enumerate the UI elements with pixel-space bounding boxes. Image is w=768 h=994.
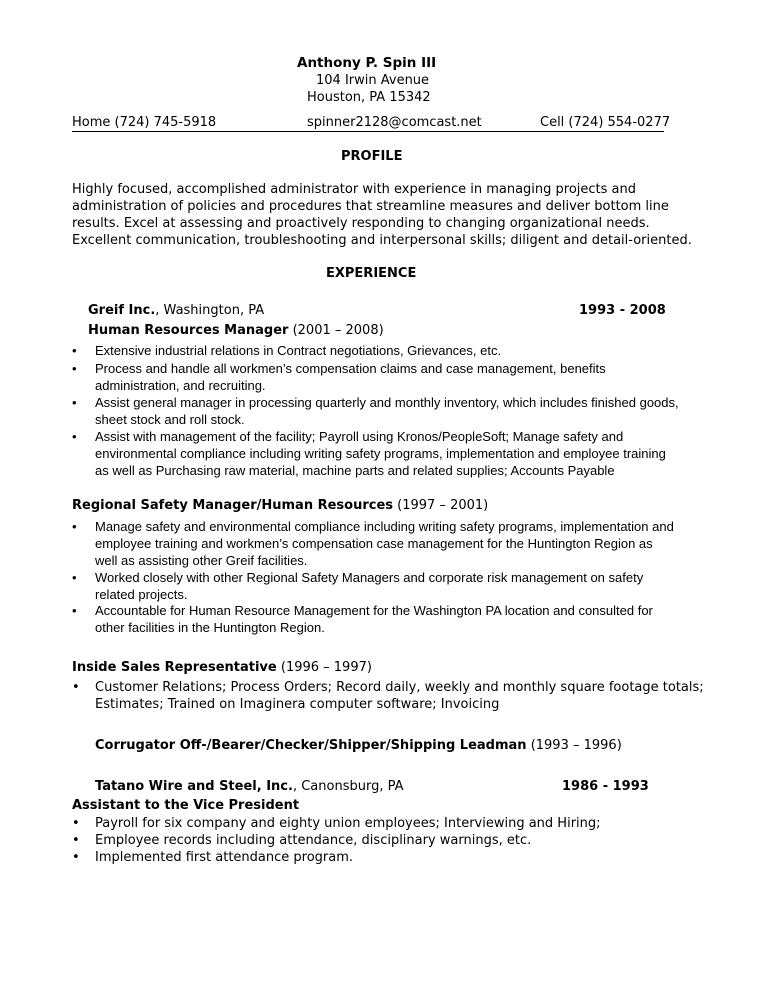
job-title-corrugator xyxy=(95,738,622,753)
job-dates: (1993 – 1996) xyxy=(526,738,622,753)
job-title: Regional Safety Manager/Human Resources xyxy=(72,498,394,513)
profile-line: Excellent communication, troubleshooting and interpersonal skills; diligent and detail-oriented. xyxy=(72,233,692,248)
employment-years: 1986 - 1993 xyxy=(562,779,649,794)
list-item-continuation: environmental compliance including writing safety programs, implementation and employee training xyxy=(95,446,666,461)
bullet-marker: • xyxy=(72,680,80,695)
bullet-marker: • xyxy=(72,361,77,376)
bullet-marker: • xyxy=(72,850,80,865)
employer-greif xyxy=(88,303,264,318)
email-address: spinner2128@comcast.net xyxy=(307,115,482,130)
company-location: , Canonsburg, PA xyxy=(292,779,404,794)
job-title-assistant-vp: Assistant to the Vice President xyxy=(72,798,300,813)
address-line-2: Houston, PA 15342 xyxy=(307,90,431,105)
bullet-marker: • xyxy=(72,816,80,831)
list-item: Accountable for Human Resource Management for the Washington PA location and consulted for xyxy=(95,603,653,618)
job-dates: (2001 – 2008) xyxy=(288,323,384,338)
list-item-continuation: employee training and workmen’s compensation case management for the Huntington Region as xyxy=(95,536,653,551)
list-item-continuation: Estimates; Trained on Imaginera computer software; Invoicing xyxy=(95,697,500,712)
job-title: Human Resources Manager xyxy=(88,323,289,338)
cell-phone: Cell (724) 554-0277 xyxy=(540,115,671,130)
list-item: Payroll for six company and eighty union employees; Interviewing and Hiring; xyxy=(95,816,601,831)
bullet-marker: • xyxy=(72,603,77,618)
job-dates: (1997 – 2001) xyxy=(393,498,489,513)
profile-line: results. Excel at assessing and proactively responding to changing organizational needs. xyxy=(72,216,650,231)
candidate-name: Anthony P. Spin III xyxy=(297,55,437,71)
home-phone: Home (724) 745-5918 xyxy=(72,115,217,130)
employer-tatano xyxy=(95,779,404,794)
employment-years: 1993 - 2008 xyxy=(579,303,666,318)
bullet-marker: • xyxy=(72,395,77,410)
list-item-continuation: administration, and recruiting. xyxy=(95,378,266,393)
list-item: Assist with management of the facility; Payroll using Kronos/PeopleSoft; Manage safety and xyxy=(95,429,624,444)
bullet-marker: • xyxy=(72,429,77,444)
list-item: Manage safety and environmental compliance including writing safety programs, implementation and xyxy=(95,519,674,534)
job-title: Corrugator Off-/Bearer/Checker/Shipper/Shipping Leadman xyxy=(95,738,527,753)
bullet-marker: • xyxy=(72,833,80,848)
list-item: Implemented first attendance program. xyxy=(95,850,354,865)
profile-heading: PROFILE xyxy=(341,149,403,164)
list-item: Extensive industrial relations in Contract negotiations, Grievances, etc. xyxy=(95,343,502,358)
job-title-safety-manager xyxy=(72,498,488,513)
job-dates: (1996 – 1997) xyxy=(276,660,372,675)
list-item: Customer Relations; Process Orders; Record daily, weekly and monthly square footage totals; xyxy=(95,680,704,695)
job-title: Inside Sales Representative xyxy=(72,660,277,675)
list-item-continuation: related projects. xyxy=(95,587,188,602)
job-title-inside-sales xyxy=(72,660,372,675)
address-line-1: 104 Irwin Avenue xyxy=(316,73,430,88)
bullet-marker: • xyxy=(72,519,77,534)
company-location: , Washington, PA xyxy=(155,303,265,318)
job-title-hr-manager xyxy=(88,323,384,338)
list-item: Assist general manager in processing quarterly and monthly inventory, which includes finished goods, xyxy=(95,395,679,410)
bullet-marker: • xyxy=(72,570,77,585)
list-item-continuation: other facilities in the Huntington Region. xyxy=(95,620,325,635)
profile-line: Highly focused, accomplished administrator with experience in managing projects and xyxy=(72,182,637,197)
list-item: Employee records including attendance, disciplinary warnings, etc. xyxy=(95,833,532,848)
profile-line: administration of policies and procedures that streamline measures and deliver bottom line xyxy=(72,199,669,214)
experience-heading: EXPERIENCE xyxy=(326,266,417,281)
list-item-continuation: sheet stock and roll stock. xyxy=(95,412,245,427)
list-item: Process and handle all workmen’s compensation claims and case management, benefits xyxy=(95,361,606,376)
company-name: Greif Inc. xyxy=(88,303,156,318)
list-item-continuation: well as assisting other Greif facilities. xyxy=(95,553,308,568)
bullet-marker: • xyxy=(72,343,77,358)
list-item: Worked closely with other Regional Safety Managers and corporate risk management on safety xyxy=(95,570,644,585)
company-name: Tatano Wire and Steel, Inc. xyxy=(95,779,293,794)
header-divider xyxy=(72,131,664,132)
list-item-continuation: as well as Purchasing raw material, machine parts and related supplies; Accounts Payable xyxy=(95,463,615,478)
